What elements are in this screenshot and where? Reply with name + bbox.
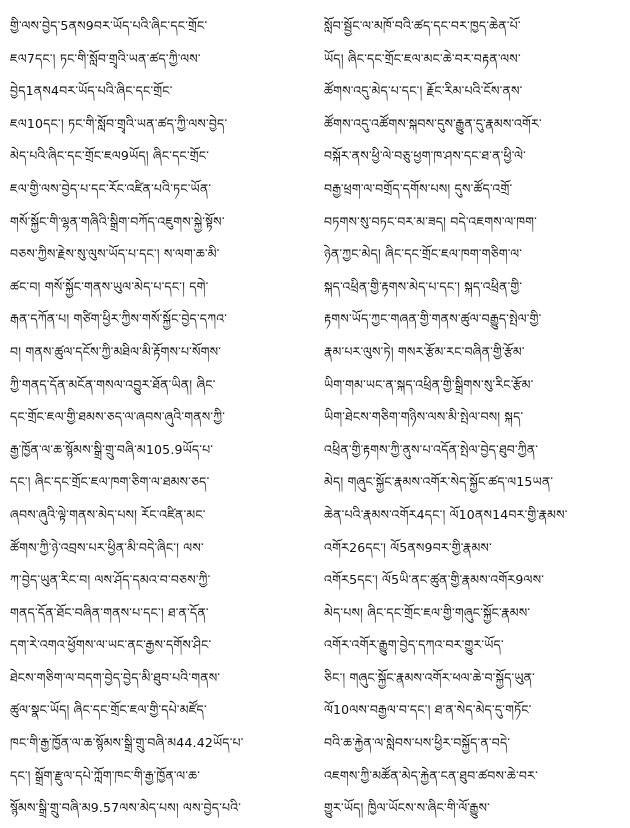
left-column-line: ཇལ10དང་། ཏང་གི་སློབ་གྲྭའི་ཡན་ཚད་ཀྱི་ལས་བྱེད་ (10, 115, 228, 131)
left-column-line: ཐེངས་གཅིག་ལ་བདག་བྱེད་བྱེད་མི་ཐུབ་པའི་གནས་ (10, 669, 221, 685)
right-column-line: བརྒྱ་ཕྲག་ལ་བགྲོད་དགོས་པས། དུས་ཚོད་འགྲོ་ (324, 180, 513, 196)
left-text-column (10, 10, 306, 828)
left-column-line: ཇལ་གྱི་ལས་བྱེད་པ་དང་རོང་འཛིན་པའི་ཏང་ཡོན་ (10, 180, 212, 196)
right-column-line: འགོར་འགོར་རྒྱུག་བྱེད་དཀའ་བར་གྱུར་ཡོད་ (324, 637, 504, 653)
right-column-line: རྣམ་པར་ལུས་ཏེ། གསར་རྩོམ་རང་བཞིན་གྱི་རྩོམ་ (324, 343, 525, 359)
right-column-line: ཚོགས་འདུ་འཚོགས་སྐབས་དུས་རྒྱུན་དུ་རྣམས་འགོར་ (324, 115, 542, 131)
right-column-line: འཕྲིན་གྱི་རྟགས་ཀྱི་ནུས་པ་འདོན་སྤེལ་བྱེད་ཐུབ་ཀྱིན་ (324, 441, 539, 457)
right-column-line: བཏགས་སུ་བཏང་བར་མ་ཟད། བདེ་འཇགས་ལ་ཁག་ (324, 213, 537, 229)
left-column-line: གསོ་སྐྱོང་གི་ལྷན་གཞིའི་སྒྲིག་བཀོད་འཇུགས་སྐྱེ་སྟོས་ (10, 213, 225, 229)
right-column-line: སྐད་འཕྲིན་གྱི་རྟགས་མེད་པ་དང་། སྐད་འཕྲིན་གྱི་ (324, 278, 523, 294)
right-column-line: འགོར26དང་། ལོ5ནས9བར་གྱི་རྣམས་ (324, 539, 492, 555)
left-column-line: ཚོགས་ཀྱི་ཉེ་འབྲས་པར་ཕྱིན་མི་བདེ་ཞིང་། ལས་ (10, 539, 204, 555)
right-column-line: གྱུར་ཡོད། ཁྱིལ་ཡོངས་ས་ཞིང་གི་ལོ་རྒྱུས་ (324, 800, 491, 816)
right-column-line: མེད་པས། ཞིང་དང་གྲོང་ཇལ་གྱི་གཞུང་སྐྱོང་རྣམས་ (324, 604, 531, 620)
left-column-line: དང་། སྒྲོག་རྫུལ་དཔེ་ཀློག་ཁང་གི་རྒྱ་ཁྱོན་ལ་ཆ་ (10, 767, 201, 783)
left-column-line: ཞབས་ཞུའི་ལྟེ་གནས་མེད་པས། རོང་འཛིན་མང་ (10, 506, 206, 522)
right-column-line: ལོ10ལས་བརྒྱལ་བ་དང་། ཐ་ན་སེད་མེད་དུ་གཏོང་ (324, 702, 532, 718)
left-column-line: བ། གནས་ཚུལ་དངོས་ཀྱི་མཐིལ་མི་རྟོགས་པ་སོགས་ (10, 343, 222, 359)
right-column-line: ཡོད། ཞིང་དང་གྲོང་ཇལ་མང་ཆེ་བར་བརྟན་ལས་ (324, 50, 521, 66)
left-column-line: ཀྱི་གནད་དོན་མངོན་གསལ་འབྱུར་ཐོན་ཡིན། ཞིང་ (10, 376, 216, 392)
left-column-line: རྒན་དཀོན་པ། གཙིག་ཕྱིར་ཀྱིས་གསོ་སྐྱོང་བྱེད་དཀའ་ (10, 311, 228, 327)
left-column-line: བཅས་ཀྱིས་རྗེས་སུ་ལུས་ཡོད་པ་དང་། ས་ལག་ཆ་མི་ (10, 246, 220, 262)
right-column-line: ཡིག་ཐེངས་གཅིག་གཉིས་ལས་མི་སྤེལ་བས། སྐད་ (324, 409, 524, 425)
right-column-line: མེད། གཞུང་སྐྱོང་རྣམས་འགོར་སེད་སྐྱོང་ཚད་ལ15ཡན་ (324, 474, 554, 490)
right-column-line: བསྐོར་ནས་ཕྱི་ལེ་བཅུ་ཕྱག་ཁ་ཤས་དང་ཐ་ན་ཕྱི་ལེ་ (324, 148, 526, 164)
right-column-line: ཡིག་གམ་ཡང་ན་སྐད་འཕྲིན་གྱི་སྒྲིགས་སུ་རིང་རྩོམ་ (324, 376, 534, 392)
right-column-line: འགོར5དང་། ལོ5ཡི་ནང་ཚུན་གྱི་རྣམས་འགོར9ལས་ (324, 572, 545, 588)
left-column-line: དང་། ཞིང་དང་གྲོང་ཇལ་ཁག་ཅིག་ལ་ཐམས་ཅད་ (10, 474, 210, 490)
right-column-line: ཉེན་ཀྱང་མེད། ཞིང་དང་གྲོང་ཇལ་ཁག་གཅིག་ལ་ (324, 246, 523, 262)
left-column-line: ཁང་གི་རྒྱ་ཁྱོན་ལ་ཆ་སྙོམས་སྒྲི་གྲུ་བཞི་མ44.42ཡོད་པ་ (10, 735, 244, 751)
right-column-line: ཅིང་། གཞུང་སྐྱོང་རྣམས་འགོར་ཕལ་ཆེ་བ་སྐྱོད་ཡུན་ (324, 669, 536, 685)
right-column-line: རྟགས་ཡོད་ཀྱང་གཞན་གྱི་གནས་ཚུལ་བརྒྱུད་སྤེལ་གྱི་ (324, 311, 542, 327)
left-column-line: བྱེད1ནས4བར་ཡོད་པའི་ཞིང་དང་གྲོང་ (10, 83, 173, 99)
right-column-line: ཆེན་པའི་རྣམས་འགོར4དང་། ལོ10ནས14བར་གྱི་རྣམས་ (324, 506, 568, 522)
left-column-line: མེད་པའི་ཞིང་དང་གྲོང་ཇལ9ཡོད། ཞིང་དང་གྲོང་ (10, 148, 210, 164)
right-column-line: སློབ་སྦྱོང་ལ་མཁོ་བའི་ཚད་དང་བར་ཁྱད་ཆེན་པོ་ (324, 18, 521, 33)
left-column-line: རྒྱ་ཁྱོན་ལ་ཆ་སྙོམས་སྒྲི་གྲུ་བཞི་མ105.9ཡོད་པ་ (10, 441, 214, 457)
left-column-line: ཚུལ་སྣང་ཡོད། ཞིང་དང་གྲོང་ཇལ་གྱི་དཔེ་མཛོད་ (10, 702, 207, 718)
left-column-line: ཚང་བ། གསོ་སྐྱོང་གནས་ཡུལ་མེད་པ་དང་། དགེ་ (10, 278, 209, 294)
left-column-line: གནད་དོན་ཐོང་བཞིན་གནས་པ་དང་། ཐ་ན་དོན་ (10, 604, 209, 620)
left-column-line: ཇལ7དང་། ཏང་གི་སློབ་གྲྭའི་ཡན་ཚད་ཀྱི་ལས་ (10, 50, 201, 66)
left-column-line: དང་གྲོང་ཇལ་གྱི་ཐམས་ཅད་ལ་ཞབས་ཞུའི་གནས་ཀྱི་ (10, 409, 226, 425)
right-column-line: འཇགས་ཀྱི་མཚོན་མེད་རྐྱེན་ངན་ཐུབ་ཚབས་ཆེ་བར་ (324, 767, 538, 783)
right-column-line: ཚོགས་འདུ་མེད་པ་དང་། རྗོང་རིམ་པའི་ངོས་ནས་ (324, 83, 523, 99)
left-column-line: སྙོམས་སྒྲི་གྲུ་བཞི་མ9.57ལས་མེད་པས། ལས་བྱེད་པའི་ (10, 800, 242, 816)
left-column-line: ཀ་བྱེད་ཡུན་རིང་བ། ལས་ཤོད་དམའ་བ་བཅས་ཀྱི་ (10, 572, 211, 588)
left-column-line: དག་རེ་འགའ་ཕྱོགས་ལ་ཡང་ནང་རྒྱས་དགོས་ཤིང་ (10, 637, 212, 653)
right-text-column (324, 10, 620, 828)
right-column-line: བའི་ཆ་རྐྱེན་ལ་སླེབས་པས་ཕྱིར་བསྐྱོད་ན་བདེ་ (324, 735, 511, 751)
left-column-line: གྱི་ལས་བྱེད་5ནས9བར་ཡོད་པའི་ཞིང་དང་གྲོང་ (10, 18, 208, 33)
